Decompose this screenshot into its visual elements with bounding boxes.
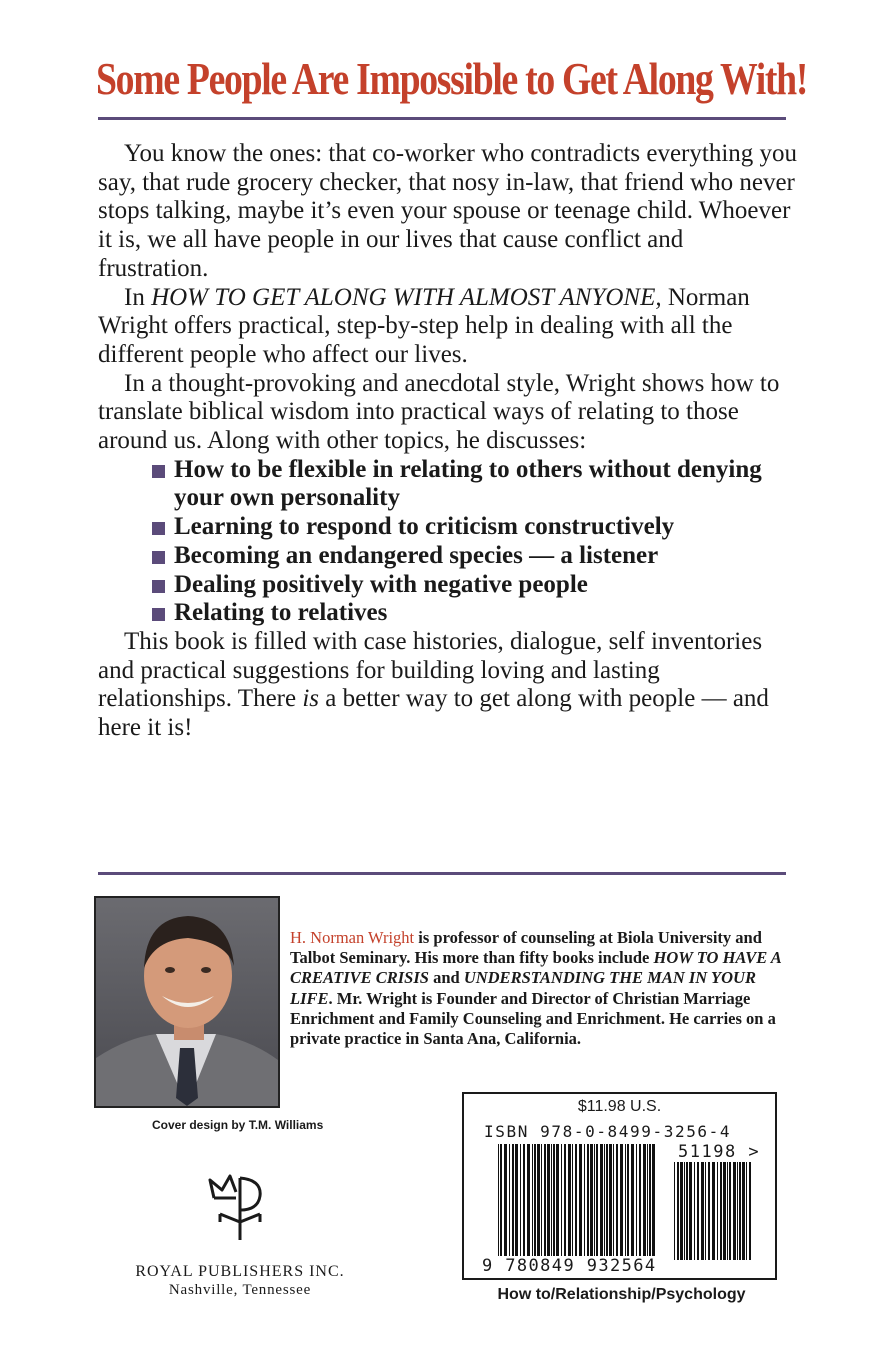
ean-number: 9 780849 932564 xyxy=(482,1256,657,1276)
barcode-bar xyxy=(720,1162,722,1260)
barcode-bar xyxy=(515,1144,518,1260)
barcode-bar xyxy=(584,1144,585,1260)
cover-headline: Some People Are Impossible to Get Along With! xyxy=(96,53,808,104)
list-item: Relating to relatives xyxy=(152,599,798,628)
barcode-bar xyxy=(553,1144,555,1260)
barcode-bar xyxy=(551,1144,552,1260)
author-photo xyxy=(94,896,280,1108)
price-label: $11.98 U.S. xyxy=(577,1098,662,1115)
barcode-bar xyxy=(547,1144,550,1260)
publisher-info xyxy=(100,1262,380,1300)
square-bullet-icon xyxy=(152,551,165,564)
intro-paragraph-2: In HOW TO GET ALONG WITH ALMOST ANYONE, Norman Wright offers practical, step-by-step help in dealing with all the different people who affect our lives. xyxy=(98,283,750,368)
publisher-city: Nashville, Tennessee xyxy=(168,1282,312,1298)
barcode-bar xyxy=(596,1144,598,1260)
barcode-bar xyxy=(572,1144,573,1260)
bottom-divider xyxy=(98,872,786,875)
list-item: How to be flexible in relating to others without denying your own personality xyxy=(152,456,798,513)
square-bullet-icon xyxy=(152,522,165,535)
barcode-bar xyxy=(500,1144,502,1260)
barcode-bar xyxy=(604,1144,605,1260)
barcode-bar xyxy=(575,1144,577,1260)
barcode-bar xyxy=(609,1144,612,1260)
square-bullet-icon xyxy=(152,465,165,478)
author-bio: H. Norman Wright is professor of counseling at Biola University and Talbot Seminary. His more than fifty books include HOW TO HAVE A CREATIVE CRISIS and UNDERSTANDING THE MAN IN YOUR LIFE. Mr. Wright is Founder and Director of Christian Marriage Enrichment and Family Counseling and Enrichment. He carries on a private practice in Santa Ana, California. xyxy=(290,928,781,1049)
barcode-bar xyxy=(594,1144,595,1260)
barcode-bar xyxy=(534,1144,536,1260)
barcode-bar xyxy=(717,1162,718,1260)
barcode-bar xyxy=(579,1144,582,1260)
barcode-panel xyxy=(462,1092,777,1280)
barcode-bar xyxy=(544,1144,546,1260)
barcode-bar xyxy=(739,1162,741,1260)
barcode-bar xyxy=(520,1144,521,1260)
barcode-bar xyxy=(541,1144,542,1260)
barcode-bar xyxy=(749,1162,751,1260)
isbn-label: ISBN 978-0-8499-3256-4 xyxy=(484,1122,732,1141)
barcode-bar xyxy=(677,1162,679,1260)
barcode-bar xyxy=(568,1144,571,1260)
barcode-bar xyxy=(561,1144,562,1260)
barcode-bar xyxy=(733,1162,736,1260)
barcode-bar xyxy=(625,1144,626,1260)
author-name: H. Norman Wright xyxy=(290,928,415,947)
barcode-bar xyxy=(639,1144,641,1260)
barcode-bar xyxy=(643,1144,646,1260)
barcode-bar xyxy=(527,1144,530,1260)
intro-paragraph-3: In a thought-provoking and anecdotal style, Wright shows how to translate biblical wisdom into practical ways of relating to those around us. Along with other topics, he discusses: xyxy=(98,369,780,455)
barcode-bar xyxy=(689,1162,692,1260)
barcode-bar xyxy=(686,1162,688,1260)
barcode-bar xyxy=(723,1162,726,1260)
barcode-bar xyxy=(636,1144,637,1260)
addon-number: 51198 > xyxy=(678,1142,761,1162)
barcode-bar xyxy=(729,1162,731,1260)
barcode-bar xyxy=(697,1162,699,1260)
square-bullet-icon xyxy=(152,608,165,621)
barcode-bar xyxy=(684,1162,685,1260)
ean-barcode xyxy=(498,1144,658,1260)
barcode-bar xyxy=(504,1144,507,1260)
addon-barcode xyxy=(674,1162,754,1260)
barcode-bar xyxy=(708,1162,710,1260)
list-item: Learning to respond to criticism constructively xyxy=(152,513,798,542)
barcode-bar xyxy=(701,1162,704,1260)
topics-list xyxy=(152,456,798,628)
barcode-bar xyxy=(680,1162,683,1260)
top-divider xyxy=(98,117,786,120)
list-item: Dealing positively with negative people xyxy=(152,571,798,600)
barcode-bar xyxy=(523,1144,525,1260)
barcode-bar xyxy=(627,1144,629,1260)
barcode-bar xyxy=(620,1144,623,1260)
barcode-bar xyxy=(674,1162,675,1260)
barcode-bar xyxy=(590,1144,593,1260)
publisher-name: ROYAL PUBLISHERS INC. xyxy=(135,1263,345,1280)
barcode-bar xyxy=(532,1144,533,1260)
barcode-bar xyxy=(556,1144,559,1260)
category-label: How to/Relationship/Psychology xyxy=(497,1286,746,1303)
barcode-bar xyxy=(512,1144,514,1260)
barcode-bar xyxy=(649,1144,651,1260)
barcode-bar xyxy=(746,1162,747,1260)
barcode-bar xyxy=(537,1144,540,1260)
barcode-bar xyxy=(600,1144,603,1260)
barcode-bar xyxy=(712,1162,715,1260)
barcode-bar xyxy=(727,1162,728,1260)
barcode-bar xyxy=(705,1162,706,1260)
book-title: HOW TO GET ALONG WITH ALMOST ANYONE, xyxy=(151,283,662,311)
barcode-bar xyxy=(587,1144,589,1260)
barcode-bar xyxy=(737,1162,738,1260)
barcode-bar xyxy=(742,1162,745,1260)
intro-paragraph-1: You know the ones: that co-worker who contradicts everything you say, that rude grocery checker, that nosy in-law, that friend who never stops talking, maybe it’s even your spouse or teenage child. Whoever it is, we all have people in our lives that cause conflict and frustration. xyxy=(98,140,798,282)
barcode-bar xyxy=(694,1162,695,1260)
publisher-logo-icon xyxy=(206,1170,276,1250)
cover-credit: Cover design by T.M. Williams xyxy=(152,1118,324,1132)
barcode-bar xyxy=(647,1144,648,1260)
barcode-bar xyxy=(498,1144,499,1260)
barcode-bar xyxy=(606,1144,608,1260)
square-bullet-icon xyxy=(152,580,165,593)
barcode-bar xyxy=(652,1144,655,1260)
closing-paragraph: This book is filled with case histories, dialogue, self inventories and practical suggestions for building loving and lasting relationships. There is a better way to get along with people — and here it is! xyxy=(98,627,769,742)
barcode-bar xyxy=(616,1144,618,1260)
barcode-bar xyxy=(564,1144,566,1260)
barcode-bar xyxy=(631,1144,634,1260)
list-item: Becoming an endangered species — a listener xyxy=(152,542,798,571)
barcode-bar xyxy=(613,1144,614,1260)
description xyxy=(98,140,798,743)
barcode-bar xyxy=(509,1144,510,1260)
